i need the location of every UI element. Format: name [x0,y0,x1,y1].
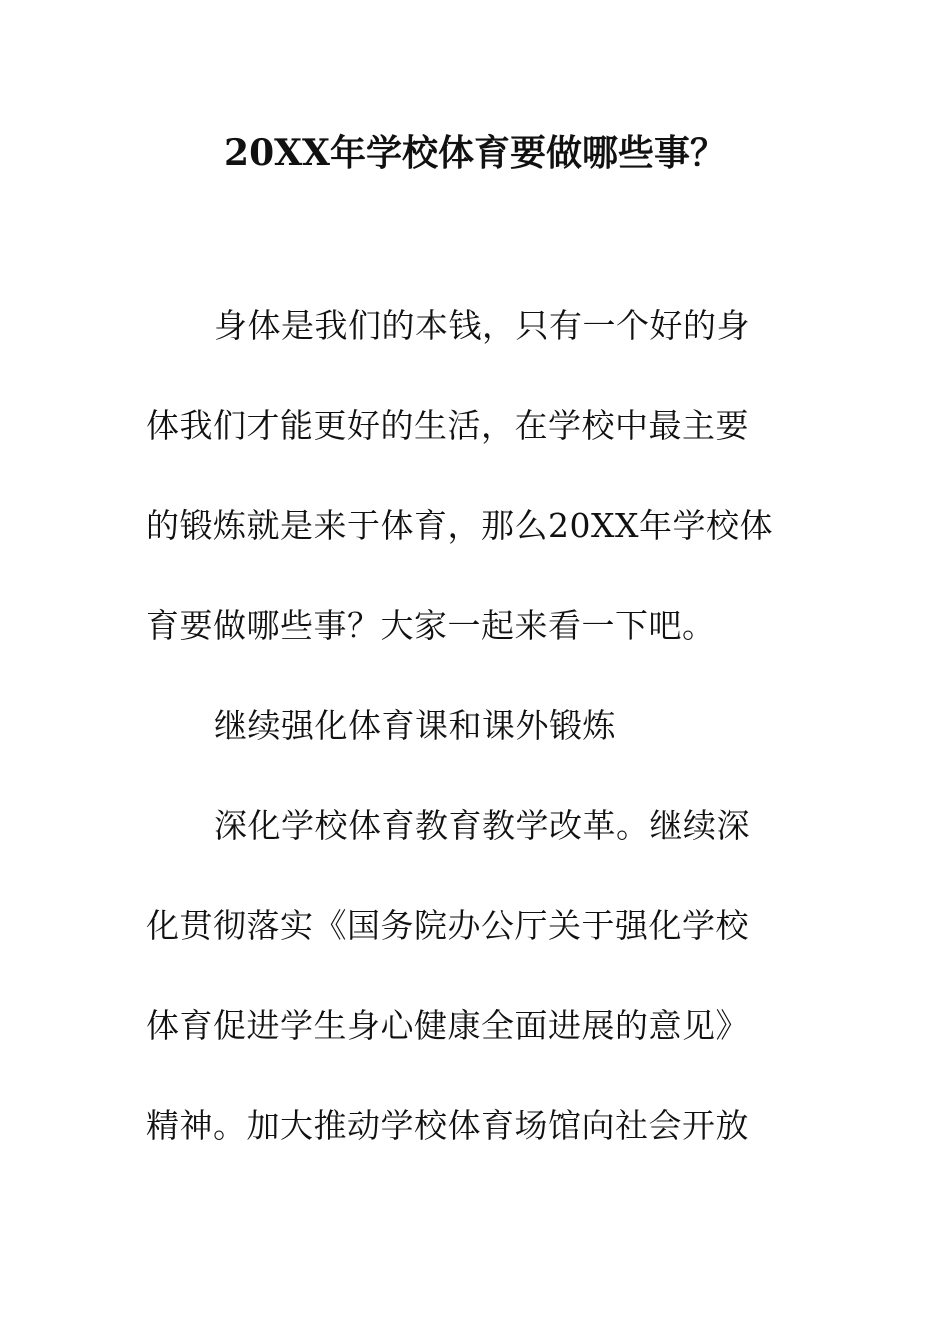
section-heading: 继续强化体育课和课外锻炼 [214,706,616,745]
paragraph-1-line-2: 体我们才能更好的生活，在学校中最主要 [146,406,749,445]
paragraph-1-line-4: 育要做哪些事？大家一起来看一下吧。 [146,606,716,645]
paragraph-1-line-3: 的锻炼就是来于体育，那么20XX年学校体 [146,506,773,545]
paragraph-2-line-1: 深化学校体育教育教学改革。继续深 [214,806,750,845]
paragraph-2-line-2: 化贯彻落实《国务院办公厅关于强化学校 [146,906,749,945]
document-title: 20XX年学校体育要做哪些事？ [224,132,726,174]
paragraph-2-line-3: 体育促进学生身心健康全面进展的意见》 [146,1006,749,1045]
paragraph-1-line-1: 身体是我们的本钱，只有一个好的身 [214,306,750,345]
paragraph-2-line-4: 精神。加大推动学校体育场馆向社会开放 [146,1106,749,1145]
